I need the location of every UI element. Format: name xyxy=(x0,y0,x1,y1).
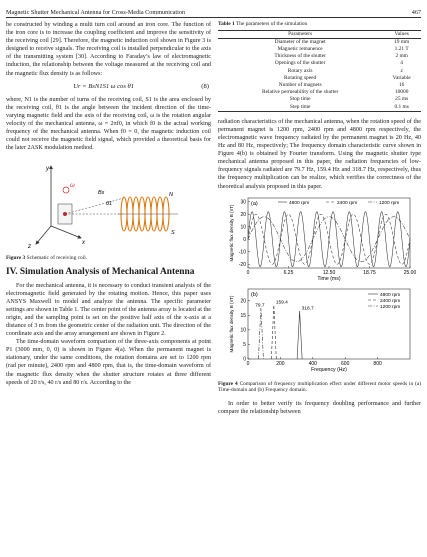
spectral-peak xyxy=(258,308,263,359)
running-header xyxy=(6,4,421,16)
table-cell: Openings of the shutter xyxy=(274,60,326,67)
legend-label: 1200 rpm xyxy=(379,200,400,206)
table-cell: 25 ms xyxy=(395,96,409,103)
x-axis xyxy=(51,226,81,238)
y-tick-label: 20 xyxy=(240,211,246,218)
table-header-parameters: Parameters xyxy=(288,30,313,37)
y-tick-label: 5 xyxy=(243,341,246,348)
table-1-label: Table 1 xyxy=(218,21,235,27)
chart-frequency-domain xyxy=(218,286,421,376)
header-rule xyxy=(6,17,421,18)
paragraph-waveform: The time-domain waveform comparison of the three-axis components at point P1 (3000 mm, 0, 0) is shown in Figure 4(a). When the permanent magnet is stationary, under the same conditions, the rotation domains are set to 1200 rpm (rad per minute), 2400 rpm and 4800 rpm, that is, the time-domain waveform of the magnetic flux density when the shutter structure rotates at three different speeds of 20 r/s, 40 r/s and 80 r/s. According to the xyxy=(6,339,211,386)
table-cell: Number of magnets xyxy=(278,82,322,89)
legend-label: 4800 rpm xyxy=(380,292,401,298)
y-tick-label: 10 xyxy=(240,224,246,231)
y-tick-label: 15 xyxy=(240,312,246,319)
axis-z-label: z xyxy=(28,244,31,251)
receiving-coil-schematic xyxy=(6,156,211,251)
figure-3-text: Schematic of receiving coil. xyxy=(26,255,88,262)
field-label: Bs xyxy=(98,190,105,197)
legend-item xyxy=(368,199,399,205)
table-cell: Relative permeability of the shutter xyxy=(261,89,339,96)
coil-turns-label: N xyxy=(169,192,173,199)
peak-label: 318.7 xyxy=(301,306,314,312)
journal-title: Magnetic Shutter Mechanical Antenna for Cross-Media Communication xyxy=(6,9,186,16)
figure-3-label: Figure 3 xyxy=(6,255,26,262)
table-cell: 1.21 T xyxy=(394,46,409,52)
theta-label: θ1 xyxy=(106,201,113,208)
table-1-title: The parameters of the simulation xyxy=(236,21,308,27)
x-tick-label: 200 xyxy=(276,360,285,367)
paragraph-intro: be constructed by winding a multi turn coil around an iron core. The function of the iron core is to increase the coupling coefficient and improve the sensitivity of the receiving coil [29]. Therefore, the magnetic induction coil shown in Figure 3 is designed to receive signals. The receiving coil is installed perpendicular to the axis of the transmitting system [30]. According to Faraday’s law of electromagnetic induction, the relationship between the voltage measured at the receiving coil and the magnetic flux density is as follows: xyxy=(6,22,211,77)
field-direction-line xyxy=(65,198,124,214)
paragraph-where: where, N1 is the number of turns of the receiving coil, S1 is the area enclosed by the receiving coil, θ1 is the angle between the incident direction of the time-varying magnetic field and the axis of the receiving coil, ω is the rotation angular velocity of the mechanical antenna, ω = 2πf0, in which f0 is the actual working frequency of the mechanical antenna. When f0 = 0, the magnetic induction coil could not receive the magnetic field signal, which provided a theoretical basis for the later 2ASK modulation method. xyxy=(6,96,211,152)
table-header-values: Values xyxy=(394,30,409,37)
table-cell: 19 mm xyxy=(394,38,410,45)
y-tick-label: 20 xyxy=(240,298,246,305)
figure-4-label: Figure 4 xyxy=(218,380,238,387)
table-cell: Rotating speed xyxy=(284,74,317,81)
table-cell: z xyxy=(400,67,403,74)
x-tick-label: 400 xyxy=(308,360,317,367)
left-column xyxy=(6,21,211,387)
legend-item xyxy=(368,292,400,298)
legend-item xyxy=(326,199,357,205)
y-tick-label: 30 xyxy=(240,199,246,206)
coil-area-label: S xyxy=(171,230,175,237)
figure-4-caption xyxy=(218,381,421,394)
table-cell: 2 mm xyxy=(395,53,408,60)
legend-item xyxy=(278,199,309,205)
x-axis-label: Frequency (Hz) xyxy=(311,366,347,373)
y-tick-label: -20 xyxy=(238,261,246,268)
table-row xyxy=(218,75,421,82)
table-cell: 4 xyxy=(400,60,403,67)
table-cell: 0.1 ms xyxy=(394,103,409,110)
legend-item xyxy=(368,304,400,310)
y-tick-label: 10 xyxy=(240,327,246,334)
peak-label: 159.4 xyxy=(275,300,288,306)
equation-body: Ur = BsN1S1 ω cos θ1 xyxy=(73,82,135,90)
axis-x-label: x xyxy=(82,240,85,247)
section-heading: IV. Simulation Analysis of Mechanical Antenna xyxy=(6,267,195,277)
y-axis-label: Magnetic flux density B (nT) xyxy=(229,295,234,353)
x-tick-label: 18.75 xyxy=(363,269,376,276)
table-row xyxy=(218,89,421,96)
legend-label: 2400 rpm xyxy=(380,298,401,304)
x-tick-label: 600 xyxy=(341,360,350,367)
table-cell: Step time xyxy=(289,103,311,110)
table-row xyxy=(218,60,421,67)
axis-y-label: y xyxy=(46,166,49,173)
chart-time-domain xyxy=(218,195,421,283)
page-number: 467 xyxy=(411,9,421,16)
series-line-4800-rpm xyxy=(248,211,410,266)
y-tick-label: -10 xyxy=(238,249,246,256)
panel-label: (b) xyxy=(251,291,258,298)
omega-label: ω xyxy=(70,183,75,190)
figure-3 xyxy=(6,156,211,262)
figure-3-caption xyxy=(6,255,211,262)
x-tick-label: 800 xyxy=(373,360,382,367)
x-tick-label: 25.00 xyxy=(403,269,417,276)
plot-frame xyxy=(248,198,410,268)
right-column xyxy=(218,21,421,416)
table-cell: Thickness of the shutter xyxy=(274,53,326,60)
table-cell: Rotary axis xyxy=(287,67,313,74)
y-tick-label: 0 xyxy=(243,236,246,243)
table-cell: Stop time xyxy=(289,96,311,103)
x-tick-label: 6.25 xyxy=(283,269,294,276)
legend-label: 2400 rpm xyxy=(337,200,358,206)
x-tick-label: 0 xyxy=(246,269,250,276)
spectral-peak xyxy=(271,305,276,359)
x-axis-label: Time (ms) xyxy=(317,275,341,282)
parameters-table xyxy=(218,30,421,112)
table-row xyxy=(218,38,421,46)
table-cell: 16 xyxy=(398,82,405,89)
table-row xyxy=(218,104,421,112)
table-row xyxy=(218,96,421,103)
legend-label: 1200 rpm xyxy=(380,304,401,310)
x-tick-label: 0 xyxy=(246,360,250,367)
rotation-marker xyxy=(63,187,69,193)
y-axis-label: Magnetic flux density B (nT) xyxy=(229,204,234,262)
z-axis xyxy=(36,226,51,244)
x-tick-label: 12.50 xyxy=(322,269,336,276)
table-cell: Variable xyxy=(392,74,411,81)
y-tick-label: 0 xyxy=(243,356,246,363)
paragraph-verify: In order to better verify its frequency doubling performance and further compare the relationship between xyxy=(218,401,421,416)
equation-number: (8) xyxy=(201,82,209,90)
legend-label: 4800 rpm xyxy=(289,200,310,206)
table-header-row xyxy=(218,30,421,38)
figure-4-text: Comparison of frequency multiplication effect under different motor speeds in (a) Time-domain and (b) Frequency domain. xyxy=(218,380,421,394)
paragraph-radiation: radiation characteristics of the mechanical antenna, when the rotation speed of the permanent magnet is 1200 rpm, 2400 rpm and 4800 rpm respectively, the electromagnetic wave frequency radiated by the permanent magnet is 20 Hz, 40 Hz and 80 Hz, respectively; The frequency domain characteristic curve shown in Figure 4(b) is obtained by Fourier transform. Using the magnetic shutter type mechanical antenna proposed in this paper, the radiation frequencies of low-frequency signals radiated are 79.7 Hz, 159.4 Hz and 318.7 Hz, respectively, thus the frequency multiplication can be realize, which verifies the correctness of the theoretical analysis proposed in this paper. xyxy=(218,118,421,190)
table-cell: Magnetic remanence xyxy=(277,46,323,52)
figure-4 xyxy=(218,195,421,394)
table-1-caption xyxy=(218,21,421,28)
table-cell: Diameter of the magnet xyxy=(274,38,326,45)
table-row xyxy=(218,68,421,75)
peak-label: 79.7 xyxy=(255,303,265,309)
spectral-peak xyxy=(297,311,302,359)
table-cell: 10000 xyxy=(394,89,409,96)
panel-label: (a) xyxy=(251,200,258,207)
paragraph-simulation: For the mechanical antenna, it is necessary to conduct transient analysis of the electromagnetic field generated by the rotating motion. Hence, this paper uses ANSYS Maxwell to model and analyze the antenna. The specific parameter settings are shown in Table 1. The center point of the antenna array is located at the origin, and the sampling point is set on the positive half axis of the x-axis at a distance of 3 m from the geometric center of the radiation unit. The direction of the coordinate axis and the array arrangement are shown in Figure 2. xyxy=(6,282,211,338)
legend-item xyxy=(368,298,400,304)
equation-8 xyxy=(6,79,211,95)
